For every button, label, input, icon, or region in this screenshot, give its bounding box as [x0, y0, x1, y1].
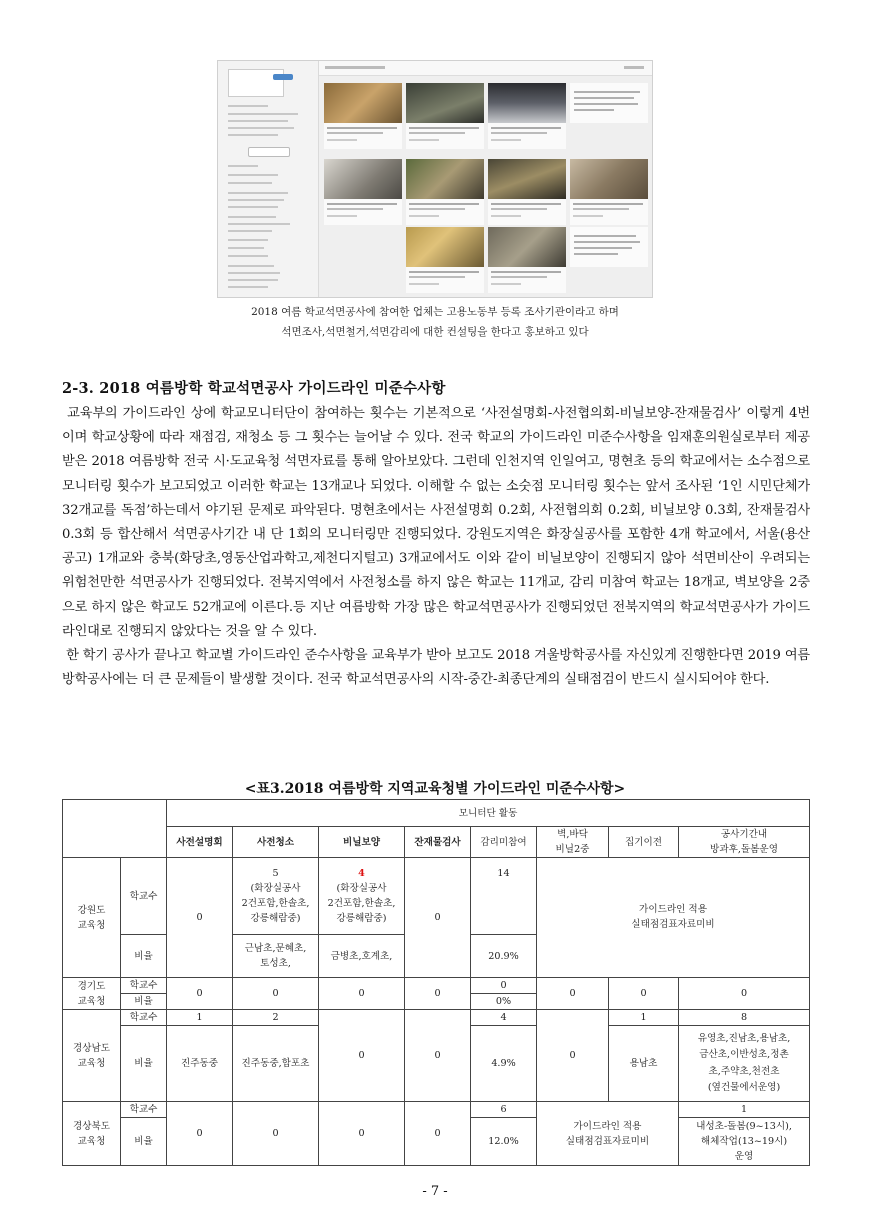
website-screenshot-photo [217, 60, 653, 298]
cell-value: 0 [233, 978, 319, 1010]
body-text [62, 402, 810, 692]
col-collection: 집기이전 [609, 827, 679, 858]
photo-card [488, 159, 566, 225]
group-header: 모니터단 활동 [167, 800, 810, 827]
cell-value: 4 (화장실공사 2건포함,한솔초, 강릉해람중) [319, 858, 405, 935]
cell-value: 금병초,호계초, [319, 935, 405, 978]
cell-value: 근남초,문혜초, 토성초, [233, 935, 319, 978]
region-gyeongbuk: 경상북도 교육청 [63, 1102, 121, 1166]
cell-value: 0 [319, 978, 405, 1010]
cell-note: 가이드라인 적용 실태점검표자료미비 [537, 1102, 679, 1166]
col-vinyl: 비닐보양 [319, 827, 405, 858]
col-wall-floor: 벽,바닥 비닐2중 [537, 827, 609, 858]
cell-value: 0% [471, 994, 537, 1010]
cell-value: 5 (화장실공사 2건포함,한솔초, 강릉해람중) [233, 858, 319, 935]
photo-card [324, 83, 402, 149]
photo-text-card [570, 83, 648, 123]
cell-value: 6 [471, 1102, 537, 1118]
cell-value: 0 [537, 1010, 609, 1102]
photo-card [324, 159, 402, 225]
cell-note: 가이드라인 적용 실태점검표자료미비 [537, 858, 810, 978]
figure-caption-line1: 2018 여름 학교석면공사에 참여한 업체는 고용노동부 등록 조사기관이라고 하며 [251, 306, 619, 318]
photo-card [406, 227, 484, 293]
figure-caption-line2: 석면조사,석면철거,석면감리에 대한 컨설팅을 한다고 홍보하고 있다 [281, 326, 589, 338]
cell-value: 2 [233, 1010, 319, 1026]
row-label-count: 학교수 [121, 1102, 167, 1118]
photo-sidebar-button [248, 147, 290, 157]
cell-value: 0 [609, 978, 679, 1010]
photo-sidebar [218, 61, 319, 297]
row-label-ratio: 비율 [121, 935, 167, 978]
cell-value: 진주동중,합포초 [233, 1026, 319, 1102]
cell-value: 용남초 [609, 1026, 679, 1102]
cell-value: 0 [167, 978, 233, 1010]
col-period: 공사기간내 방과후,돌봄운영 [679, 827, 810, 858]
cell-value: 1 [679, 1102, 810, 1118]
cell-value: 0 [405, 1010, 471, 1102]
cell-value: 0 [405, 858, 471, 978]
cell-value: 진주동중 [167, 1026, 233, 1102]
cell-value: 0 [319, 1010, 405, 1102]
col-residue: 잔재물검사 [405, 827, 471, 858]
photo-card [406, 159, 484, 225]
table-title: <표3.2018 여름방학 지역교육청별 가이드라인 미준수사항> [244, 781, 626, 797]
row-label-ratio: 비율 [121, 1118, 167, 1166]
cell-value: 0 [405, 978, 471, 1010]
cell-value: 0 [471, 978, 537, 994]
region-gyeonggi: 경기도 교육청 [63, 978, 121, 1010]
cell-value: 내성초-돌봄(9~13시), 해체작업(13~19시) 운영 [679, 1118, 810, 1166]
row-label-ratio: 비율 [121, 994, 167, 1010]
col-pre-cleaning: 사전청소 [233, 827, 319, 858]
cell-value: 0 [679, 978, 810, 1010]
cell-value: 1 [609, 1010, 679, 1026]
row-label-count: 학교수 [121, 1010, 167, 1026]
photo-card [570, 159, 648, 225]
guideline-table [62, 799, 810, 1166]
photo-card [488, 83, 566, 149]
photo-card [406, 83, 484, 149]
cell-value: 12.0% [471, 1118, 537, 1166]
paragraph: 한 학기 공사가 끝나고 학교별 가이드라인 준수사항을 교육부가 받아 보고도 2018 겨울방학공사를 자신있게 진행한다면 2019 여름방학공사에는 더 큰 문제들이 발생할 것이다. 전국 학교석면공사의 시작-중간-최종단계의 실태점검이 반드시 실시되어야 한다. [62, 648, 810, 688]
photo-topbar [319, 61, 652, 76]
cell-value: 0 [167, 1102, 233, 1166]
cell-value: 20.9% [471, 935, 537, 978]
section-title: 2-3. 2018 여름방학 학교석면공사 가이드라인 미준수사항 [62, 380, 446, 397]
cell-value: 0 [233, 1102, 319, 1166]
photo-card [488, 227, 566, 293]
col-pre-briefing: 사전설명회 [167, 827, 233, 858]
photo-logo-box [228, 69, 284, 97]
region-gangwon: 강원도 교육청 [63, 858, 121, 978]
cell-value: 1 [167, 1010, 233, 1026]
row-label-count: 학교수 [121, 858, 167, 935]
cell-value: 0 [319, 1102, 405, 1166]
col-supervision: 감리미참여 [471, 827, 537, 858]
cell-value: 8 [679, 1010, 810, 1026]
cell-value: 유영초,진남초,용남초, 금산초,이반성초,정촌 초,주약초,천전초 (옆건물에서운영) [679, 1026, 810, 1102]
cell-value: 4 [471, 1010, 537, 1026]
table-corner-cell [63, 800, 167, 858]
cell-value: 0 [537, 978, 609, 1010]
cell-value: 0 [167, 858, 233, 978]
paragraph: 교육부의 가이드라인 상에 학교모니터단이 참여하는 횟수는 기본적으로 ‘사전설명회-사전협의회-비닐보양-잔재물검사’ 이렇게 4번이며 학교상황에 따라 재점검, 재청소 등 그 횟수는 늘어날 수 있다. 전국 학교의 가이드라인 미준수사항을 임재훈의원실로부터 제공받은 2018 여름방학 전국 시·도교육청 석면자료를 통해 알아보았다. 그런데 인천지역 인일여고, 명현초 등의 학교에서는 소수점으로 모니터링 횟수가 보고되었고 이러한 학교는 13개교나 되었다. 이해할 수 없는 소숫점 모니터링 횟수는 앞서 조사된 ‘1인 시민단체가 32개교를 독점’하는데서 야기된 문제로 파악된다. 명현초에서는 사전설명회 0.2회, 사전협의회 0.2회, 비닐보양 0.3회, 잔재물검사 0.3회 등 합산해서 석면공사기간 내 단 1회의 모니터링만 진행되었다. 강원도지역은 화장실공사를 포함한 4개 학교에서, 서울(용산공고) 1개교와 충북(화당초,영동산업과학고,제천디지털고) 3개교에서도 이와 같이 비닐보양이 진행되지 않아 석면비산이 우려되는 위험천만한 석면공사가 진행되었다. 전북지역에서 사전청소를 하지 않은 학교는 11개교, 감리 미참여 학교는 18개교, 벽보양을 2중으로 하지 않은 학교도 52개교에 이른다.등 지난 여름방학 가장 많은 학교석면공사가 진행되었던 전북지역의 학교석면공사가 가이드라인대로 진행되지 않았다는 것을 알 수 있다. [62, 406, 810, 639]
region-gyeongnam: 경상남도 교육청 [63, 1010, 121, 1102]
cell-value: 4.9% [471, 1026, 537, 1102]
cell-value: 14 [471, 858, 537, 935]
row-label-count: 학교수 [121, 978, 167, 994]
cell-value: 0 [405, 1102, 471, 1166]
row-label-ratio: 비율 [121, 1026, 167, 1102]
page-number: - 7 - [422, 1184, 448, 1199]
photo-text-card [570, 227, 648, 267]
